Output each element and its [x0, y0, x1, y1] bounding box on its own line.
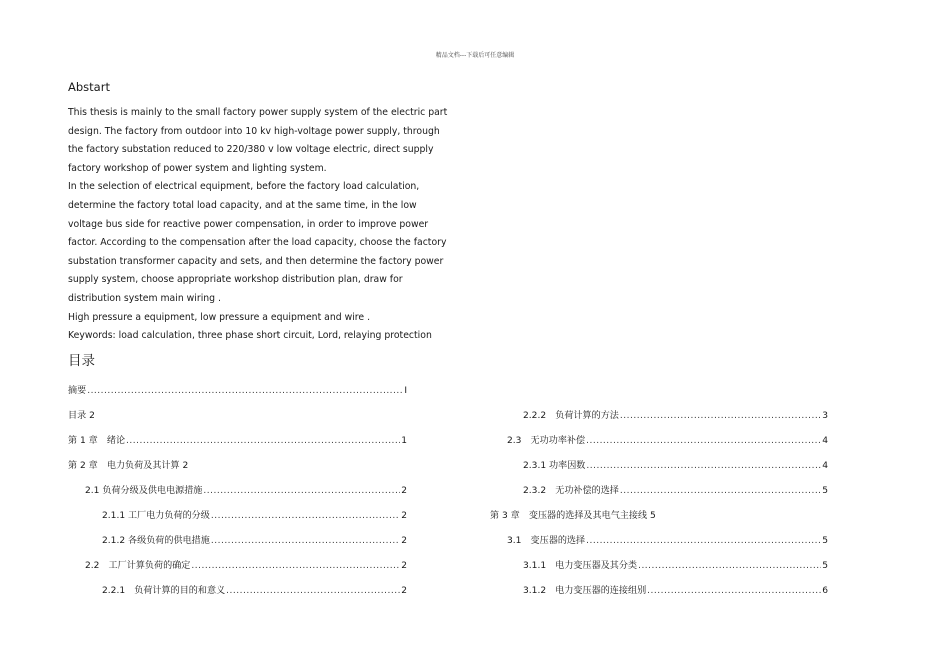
toc-entry-label: 2.2 工厂计算负荷的确定 — [85, 561, 191, 571]
abstract-line: supply system, choose appropriate workshop distribution plan, draw for — [68, 274, 403, 286]
toc-leader-dots — [203, 485, 400, 497]
keywords-line: Keywords: load calculation, three phase short circuit, Lord, relaying protection — [68, 330, 432, 342]
toc-entry-label: 2.3 无功功率补偿 — [507, 436, 586, 446]
toc-leader-dots — [620, 410, 821, 422]
toc-entry-2-1[interactable] — [85, 485, 407, 497]
toc-entry-2-1-2[interactable] — [102, 535, 407, 547]
toc-leader-dots — [586, 460, 821, 472]
toc-entry-page: 3 — [822, 411, 828, 421]
toc-entry-2-3[interactable] — [507, 435, 828, 447]
abstract-body — [68, 104, 468, 346]
toc-entry-contents[interactable] — [68, 410, 407, 422]
page-header: 精品文档---下载后可任意编辑 — [435, 52, 515, 59]
toc-entry-3-1-2[interactable] — [523, 585, 828, 597]
toc-entry-2-3-1[interactable] — [523, 460, 828, 472]
toc-entry-page: 5 — [822, 536, 828, 546]
toc-entry-label: 2.2.2 负荷计算的方法 — [523, 411, 619, 421]
toc-leader-dots — [211, 510, 400, 522]
toc-entry-label: 2.1 负荷分级及供电电源措施 — [85, 486, 203, 496]
toc-entry-2-3-2[interactable] — [523, 485, 828, 497]
abstract-line: design. The factory from outdoor into 10 kv high-voltage power supply, through — [68, 125, 440, 137]
toc-entry-page: 4 — [822, 461, 828, 471]
abstract-line: factory workshop of power system and lighting system. — [68, 162, 327, 174]
toc-entry-label: 第 2 章 电力负荷及其计算 2 — [68, 461, 189, 471]
toc-entry-label: 2.3.1 功率因数 — [523, 461, 586, 471]
toc-entry-label: 2.2.1 负荷计算的目的和意义 — [102, 586, 226, 596]
toc-entry-page: 2 — [401, 561, 407, 571]
toc-leader-dots — [620, 485, 821, 497]
toc-entry-page: 5 — [822, 486, 828, 496]
abstract-line: the factory substation reduced to 220/380 v low voltage electric, direct supply — [68, 144, 434, 156]
toc-entry-chapter-2[interactable] — [68, 460, 407, 472]
toc-entry-page: 2 — [401, 536, 407, 546]
toc-entry-2-2-2[interactable] — [523, 410, 828, 422]
toc-entry-label: 2.1.1 工厂电力负荷的分级 — [102, 511, 210, 521]
toc-entry-label: 3.1.2 电力变压器的连接组别 — [523, 586, 647, 596]
toc-entry-page: 6 — [822, 586, 828, 596]
toc-entry-page: 2 — [401, 511, 407, 521]
toc-leader-dots — [191, 560, 400, 572]
abstract-line: factor. According to the compensation after the load capacity, choose the factory — [68, 237, 447, 249]
toc-entry-label: 第 1 章 绪论 — [68, 436, 126, 446]
abstract-line: substation transformer capacity and sets, and then determine the factory power — [68, 255, 444, 267]
toc-entry-page: 5 — [822, 561, 828, 571]
toc-entry-page: I — [404, 386, 407, 396]
toc-entry-page: 1 — [401, 436, 407, 446]
toc-entry-chapter-3[interactable] — [490, 510, 828, 522]
toc-entry-label: 摘要 — [68, 386, 87, 396]
toc-leader-dots — [226, 585, 400, 597]
toc-entry-2-2-1[interactable] — [102, 585, 407, 597]
toc-entry-chapter-1[interactable] — [68, 435, 407, 447]
toc-entry-label: 目录 2 — [68, 411, 95, 421]
toc-entry-2-1-1[interactable] — [102, 510, 407, 522]
abstract-line: High pressure a equipment, low pressure a equipment and wire . — [68, 311, 371, 323]
toc-entry-2-2[interactable] — [85, 560, 407, 572]
toc-leader-dots — [211, 535, 400, 547]
toc-entry-abstract[interactable] — [68, 385, 407, 397]
toc-entry-label: 2.3.2 无功补偿的选择 — [523, 486, 619, 496]
toc-entry-label: 3.1 变压器的选择 — [507, 536, 586, 546]
toc-entry-3-1-1[interactable] — [523, 560, 828, 572]
toc-leader-dots — [647, 585, 821, 597]
toc-entry-page: 4 — [822, 436, 828, 446]
toc-entry-page: 2 — [401, 586, 407, 596]
toc-leader-dots — [87, 385, 403, 397]
toc-entry-label: 第 3 章 变压器的选择及其电气主接线 5 — [490, 511, 656, 521]
abstract-line: In the selection of electrical equipment, before the factory load calculation, — [68, 181, 420, 193]
abstract-line: distribution system main wiring . — [68, 292, 221, 304]
toc-entry-label: 3.1.1 电力变压器及其分类 — [523, 561, 638, 571]
toc-leader-dots — [126, 435, 400, 447]
abstract-line: determine the factory total load capacity, and at the same time, in the low — [68, 199, 417, 211]
abstract-line: voltage bus side for reactive power compensation, in order to improve power — [68, 218, 429, 230]
toc-entry-3-1[interactable] — [507, 535, 828, 547]
toc-leader-dots — [586, 535, 821, 547]
toc-leader-dots — [638, 560, 821, 572]
toc-leader-dots — [586, 435, 821, 447]
toc-title: 目录 — [68, 353, 95, 369]
abstract-title: Abstart — [68, 80, 110, 94]
toc-entry-label: 2.1.2 各级负荷的供电措施 — [102, 536, 210, 546]
abstract-line: This thesis is mainly to the small factory power supply system of the electric part — [68, 107, 448, 118]
toc-entry-page: 2 — [401, 486, 407, 496]
